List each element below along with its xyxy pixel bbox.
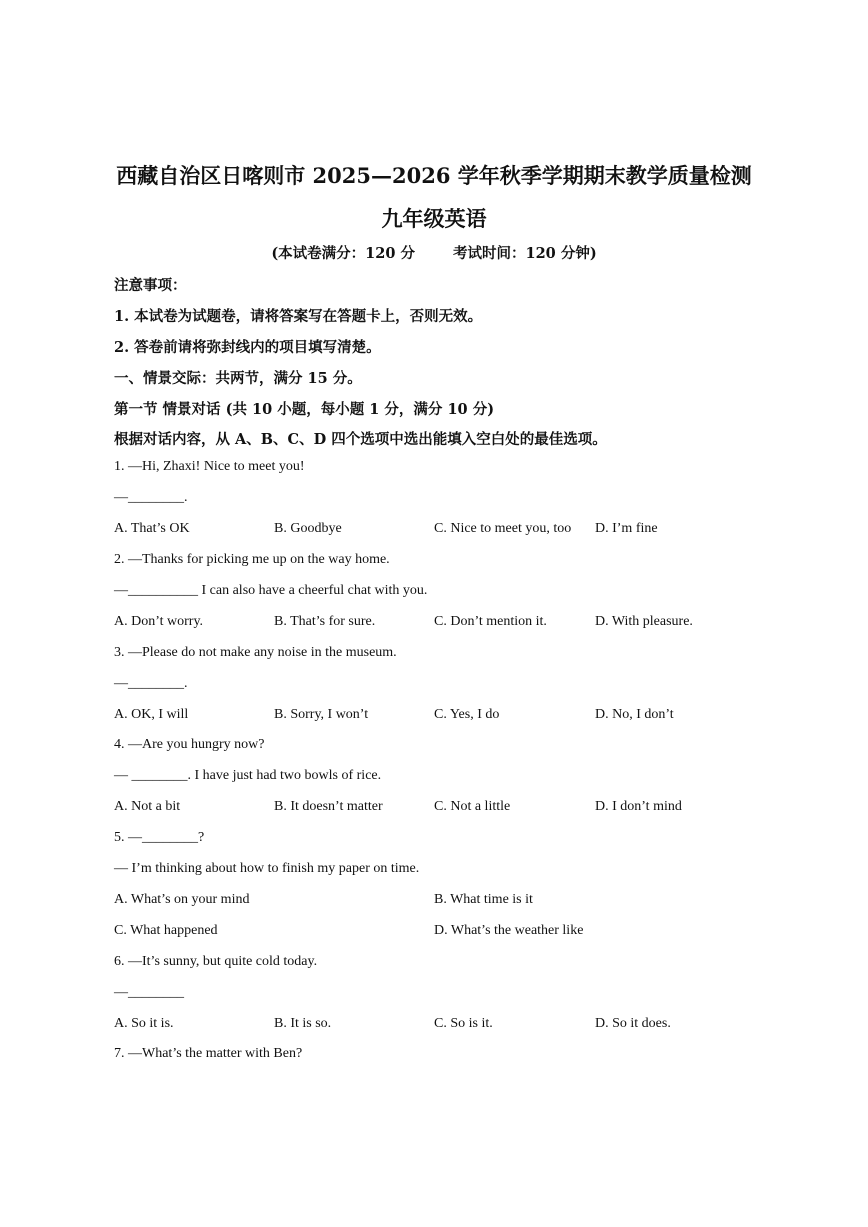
option-b: B. It doesn’t matter [274, 799, 383, 814]
note-item: 1. 本试卷为试题卷，请将答案写在答题卡上，否则无效。 [114, 308, 483, 325]
option-a: A. What’s on your mind [114, 892, 250, 907]
option-d: D. What’s the weather like [434, 923, 584, 938]
option-c: C. What happened [114, 923, 218, 938]
option-c: C. So is it. [434, 1016, 493, 1031]
question-prompt: 7. —What’s the matter with Ben? [114, 1046, 303, 1061]
option-a: A. Not a bit [114, 799, 181, 814]
answer-blank: —________. [114, 676, 188, 691]
option-b: B. Sorry, I won’t [274, 707, 369, 722]
score-info: (本试卷满分：120 分 [271, 245, 415, 262]
answer-line: — I’m thinking about how to finish my paper on time. [114, 861, 420, 876]
option-c: C. Yes, I do [434, 707, 500, 722]
question-prompt: 5. —________? [114, 830, 205, 845]
answer-blank: —________. [114, 490, 188, 505]
option-c: C. Not a little [434, 799, 511, 814]
option-d: D. No, I don’t [595, 707, 674, 722]
part-heading: 一、情景交际：共两节，满分 15 分。 [114, 370, 362, 387]
section-heading: 第一节 情景对话 (共 10 小题，每小题 1 分，满分 10 分) [114, 401, 495, 418]
question-prompt: 4. —Are you hungry now? [114, 737, 265, 752]
answer-blank: —__________ I can also have a cheerful chat with you. [114, 583, 428, 598]
notes-heading: 注意事项： [114, 277, 187, 294]
option-d: D. So it does. [595, 1016, 671, 1031]
option-b: B. Goodbye [274, 521, 342, 536]
option-a: A. OK, I will [114, 707, 189, 722]
option-b: B. It is so. [274, 1016, 332, 1031]
option-b: B. What time is it [434, 892, 533, 907]
option-d: D. With pleasure. [595, 614, 693, 629]
option-d: D. I don’t mind [595, 799, 682, 814]
option-a: A. That’s OK [114, 521, 190, 536]
question-prompt: 6. —It’s sunny, but quite cold today. [114, 954, 318, 969]
question-prompt: 1. —Hi, Zhaxi! Nice to meet you! [114, 459, 305, 474]
note-item: 2. 答卷前请将弥封线内的项目填写清楚。 [114, 339, 381, 356]
answer-blank: —________ [114, 985, 184, 1000]
question-prompt: 2. —Thanks for picking me up on the way home. [114, 552, 390, 567]
instruction-text: 根据对话内容，从 A、B、C、D 四个选项中选出能填入空白处的最佳选项。 [114, 431, 607, 448]
option-d: D. I’m fine [595, 521, 658, 536]
answer-blank: — ________. I have just had two bowls of rice. [114, 768, 382, 783]
option-c: C. Don’t mention it. [434, 614, 547, 629]
exam-info [0, 242, 868, 263]
time-info: 考试时间：120 分钟) [453, 245, 597, 262]
exam-subtitle: 九年级英语 [381, 206, 487, 231]
option-b: B. That’s for sure. [274, 614, 376, 629]
option-c: C. Nice to meet you, too [434, 521, 572, 536]
exam-title: 西藏自治区日喀则市 2025—2026 学年秋季学期期末教学质量检测 [116, 163, 752, 188]
option-a: A. So it is. [114, 1016, 174, 1031]
option-a: A. Don’t worry. [114, 614, 204, 629]
question-prompt: 3. —Please do not make any noise in the museum. [114, 645, 397, 660]
